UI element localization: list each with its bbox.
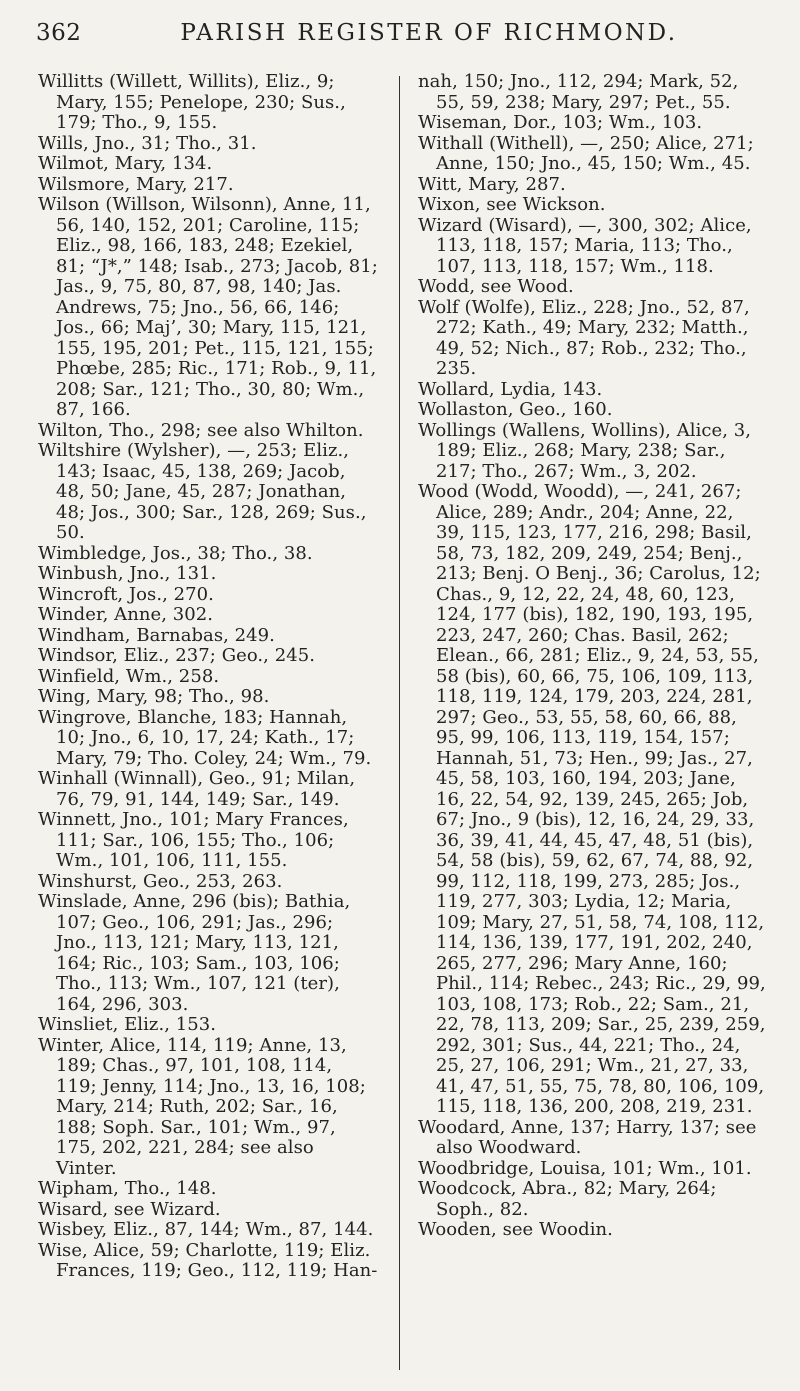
index-entry: Winhall (Winnall), Geo., 91; Milan, 76, 79, 91, 144, 149; Sar., 149. [38,768,356,810]
index-entry: Winsliet, Eliz., 153. [38,1014,217,1035]
running-title: PARISH REGISTER OF RICHMOND. [180,20,678,46]
index-entry: Wing, Mary, 98; Tho., 98. [38,686,270,707]
index-entry: Winder, Anne, 302. [38,604,214,625]
column-divider [399,76,400,1370]
index-entry: Wiltshire (Wylsher), —, 253; Eliz., 143; Isaac, 45, 138, 269; Jacob, 48, 50; Jane, 45, 287; Jonathan, 48; Jos., 300; Sar., 128, 269; Sus., 50. [38,440,367,543]
index-entry: Wodd, see Wood. [418,276,574,297]
index-entry: Winslade, Anne, 296 (bis); Bathia, 107; Geo., 106, 291; Jas., 296; Jno., 113, 121; Mary, 113, 121, 164; Ric., 103; Sam., 103, 106; Tho., 113; Wm., 107, 121 (ter), 164, 296, 303. [38,891,351,1015]
index-entry: Wills, Jno., 31; Tho., 31. [38,132,257,154]
index-entry: Winfield, Wm., 258. [38,665,220,687]
index-entry: Witt, Mary, 287. [418,173,566,195]
index-entry: nah, 150; Jno., 112, 294; Mark, 52, 55, 59, 238; Mary, 297; Pet., 55. [418,71,739,113]
index-entry: Winshurst, Geo., 253, 263. [38,870,283,892]
index-column-right [418,72,766,1241]
index-entry: Wixon, see Wickson. [418,194,606,215]
index-entry: Wisbey, Eliz., 87, 144; Wm., 87, 144. [38,1219,374,1240]
index-entry: Wiseman, Dor., 103; Wm., 103. [418,112,703,133]
index-entry: Winter, Alice, 114, 119; Anne, 13, 189; Chas., 97, 101, 108, 114, 119; Jenny, 114; Jno., 13, 16, 108; Mary, 214; Ruth, 202; Sar., 16, 188; Soph. Sar., 101; Wm., 97, 175, 202, 221, 284; see also Vinter. [38,1034,366,1179]
index-entry: Wilsmore, Mary, 217. [38,173,234,195]
index-entry: Wingrove, Blanche, 183; Hannah, 10; Jno., 6, 10, 17, 24; Kath., 17; Mary, 79; Tho. Coley, 24; Wm., 79. [38,706,372,769]
index-entry: Wizard (Wisard), —, 300, 302; Alice, 113, 118, 157; Maria, 113; Tho., 107, 113, 118, 157; Wm., 118. [418,214,752,277]
index-column-left [38,72,378,1282]
index-entry: Windham, Barnabas, 249. [38,624,275,646]
index-entry: Wimbledge, Jos., 38; Tho., 38. [38,542,313,564]
index-entry: Woodbridge, Louisa, 101; Wm., 101. [418,1157,752,1179]
index-entry: Woodcock, Abra., 82; Mary, 264; Soph., 82. [418,1178,717,1220]
index-entry: Wollaston, Geo., 160. [418,399,613,420]
page-header [36,20,768,60]
index-entry: Woodard, Anne, 137; Harry, 137; see also Woodward. [418,1116,757,1158]
index-entry: Wilton, Tho., 298; see also Whilton. [38,419,364,441]
index-entry: Winnett, Jno., 101; Mary Frances, 111; Sar., 106, 155; Tho., 106; Wm., 101, 106, 111, 155. [38,809,349,871]
index-entry: Wise, Alice, 59; Charlotte, 119; Eliz. Frances, 119; Geo., 112, 119; Han- [38,1239,378,1281]
index-entry: Wollings (Wallens, Wollins), Alice, 3, 189; Eliz., 268; Mary, 238; Sar., 217; Tho., 267; Wm., 3, 202. [418,419,752,482]
index-entry: Willitts (Willett, Willits), Eliz., 9; Mary, 155; Penelope, 230; Sus., 179; Tho., 9, 155. [38,71,346,133]
index-entry: Windsor, Eliz., 237; Geo., 245. [38,645,315,666]
index-entry: Wooden, see Woodin. [418,1219,613,1240]
index-entry: Wolf (Wolfe), Eliz., 228; Jno., 52, 87, 272; Kath., 49; Mary, 232; Matth., 49, 52; Nich., 87; Rob., 232; Tho., 235. [418,296,750,379]
index-entry: Wincroft, Jos., 270. [38,583,214,605]
index-entry: Wollard, Lydia, 143. [418,378,603,400]
page-number: 362 [36,20,82,46]
index-entry: Wilson (Willson, Wilsonn), Anne, 11, 56, 140, 152, 201; Caroline, 115; Eliz., 98, 166, 183, 248; Ezekiel, 81; “J*,” 148; Isab., 273; Jacob, 81; Jas., 9, 75, 80, 87, 98, 140; Jas. Andrews, 75; Jno., 56, 66, 146; Jos., 66; Maj’, 30; Mary, 115, 121, 155, 195, 201; Pet., 115, 121, 155; Phœbe, 285; Ric., 171; Rob., 9, 11, 208; Sar., 121; Tho., 30, 80; Wm., 87, 166. [38,194,378,420]
index-entry: Winbush, Jno., 131. [38,563,217,584]
index-entry: Wipham, Tho., 148. [38,1178,217,1199]
index-entry: Wisard, see Wizard. [38,1198,221,1220]
index-entry: Withall (Withell), —, 250; Alice, 271; Anne, 150; Jno., 45, 150; Wm., 45. [418,132,754,174]
index-entry: Wilmot, Mary, 134. [38,153,213,174]
index-entry: Wood (Wodd, Woodd), —, 241, 267; Alice, 289; Andr., 204; Anne, 22, 39, 115, 123, 177, 216, 298; Basil, 58, 73, 182, 209, 249, 254; Benj., 213; Benj. O Benj., 36; Carolus, 12; Chas., 9, 12, 22, 24, 48, 60, 123, 124, 177 (bis), 182, 190, 193, 195, 223, 247, 260; Chas. Basil, 262; Elean., 66, 281; Eliz., 9, 24, 53, 55, 58 (bis), 60, 66, 75, 106, 109, 113, 118, 119, 124, 179, 203, 224, 281, 297; Geo., 53, 55, 58, 60, 66, 88, 95, 99, 106, 113, 119, 154, 157; Hannah, 51, 73; Hen., 99; Jas., 27, 45, 58, 103, 160, 194, 203; Jane, 16, 22, 54, 92, 139, 245, 265; Job, 67; Jno., 9 (bis), 12, 16, 24, 29, 33, 36, 39, 41, 44, 45, 47, 48, 51 (bis), 54, 58 (bis), 59, 62, 67, 74, 88, 92, 99, 112, 118, 199, 273, 285; Jos., 119, 277, 303; Lydia, 12; Maria, 109; Mary, 27, 51, 58, 74, 108, 112, 114, 136, 139, 177, 191, 202, 240, 265, 277, 296; Mary Anne, 160; Phil., 114; Rebec., 243; Ric., 29, 99, 103, 108, 173; Rob., 22; Sam., 21, 22, 78, 113, 209; Sar., 25, 239, 259, 292, 301; Sus., 44, 221; Tho., 24, 25, 27, 106, 291; Wm., 21, 27, 33, 41, 47, 51, 55, 75, 78, 80, 106, 109, 115, 118, 136, 200, 208, 219, 231. [418,481,766,1117]
